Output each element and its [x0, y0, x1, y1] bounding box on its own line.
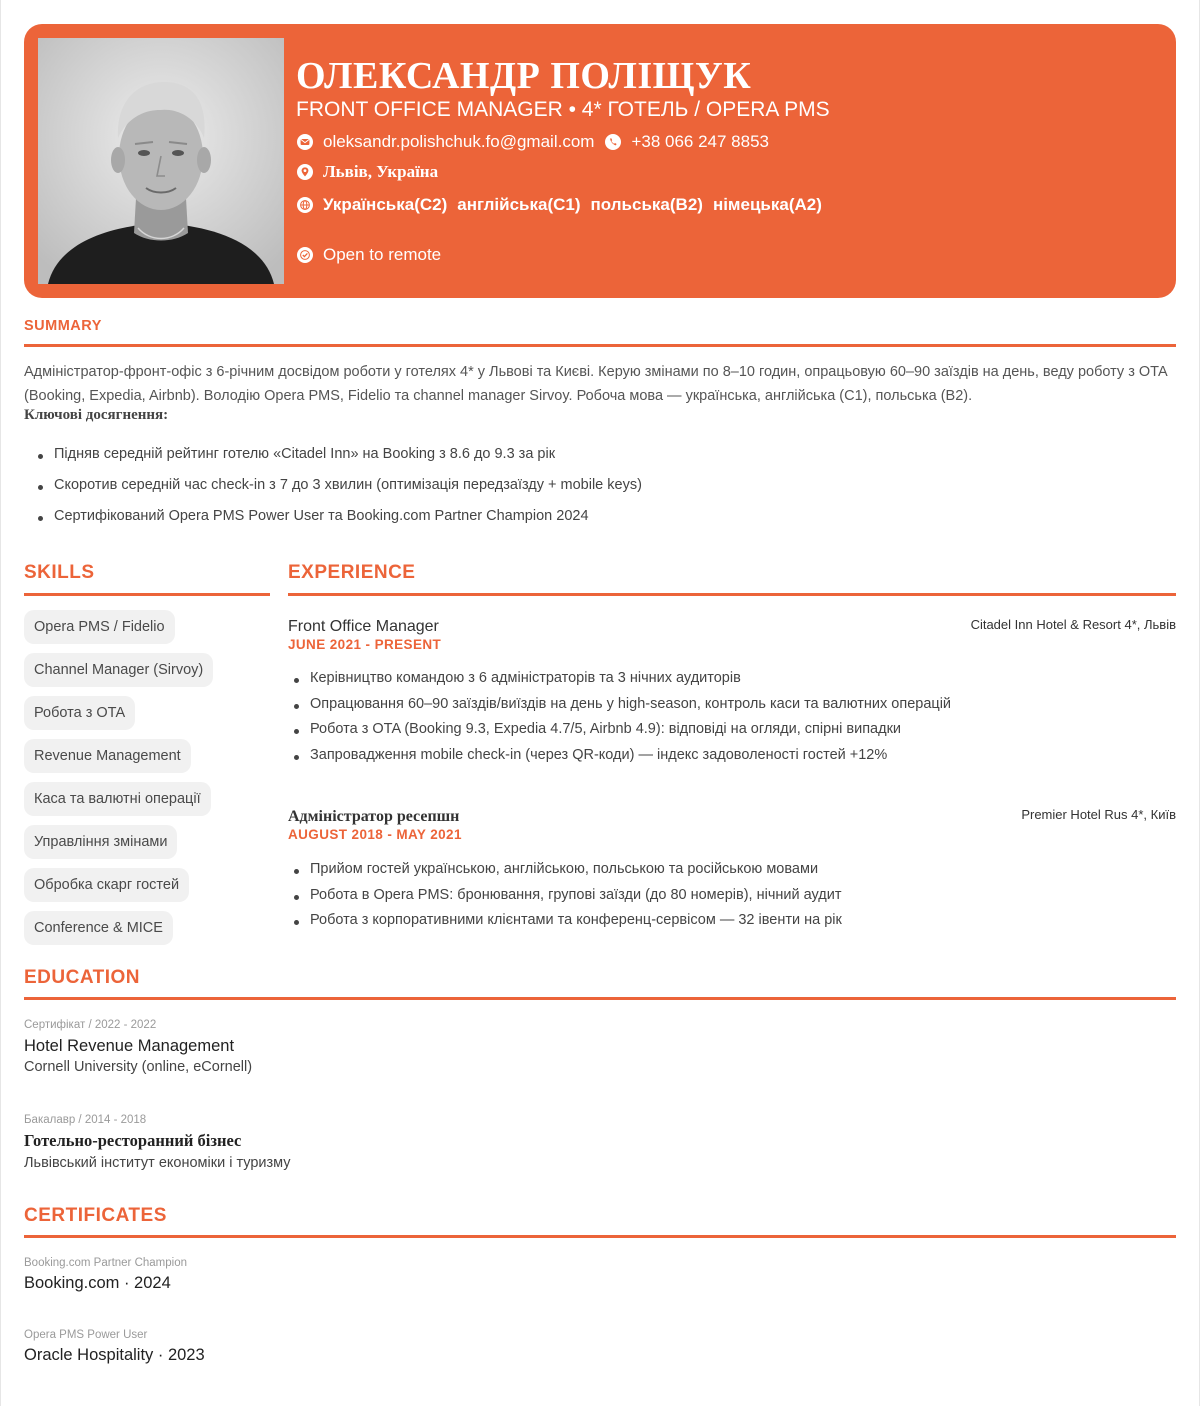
phone-text: +38 066 247 8853	[631, 132, 770, 151]
list-item: Опрацювання 60–90 заїздів/виїздів на день у high-season, контроль каси та валютних операцій	[288, 696, 951, 722]
certificates-divider	[24, 1235, 1176, 1238]
summary-title: SUMMARY	[24, 318, 102, 334]
experience-divider	[288, 593, 1176, 596]
skill-chip: Channel Manager (Sirvoy)	[24, 653, 213, 687]
summary-text: Адміністратор-фронт-офіс з 6-річним досвідом роботи у готелях 4* у Львові та Києві. Керую змінами по 8–10 годин, опрацьовую 60–90 заїздів на день, веду роботу з OTA (Booking, Expedia, Airbnb). Володію Opera PMS, Fidelio та channel manager Sirvoy. Робоча мова — українська, англійська (C1), польська (B2).	[24, 364, 1167, 404]
email-contact[interactable]	[296, 132, 594, 152]
job-title: Адміністратор ресепшн	[288, 808, 460, 825]
profile-photo	[38, 38, 284, 284]
achievements-list	[32, 446, 642, 539]
skill-chip: Робота з OTA	[24, 696, 135, 730]
education-institution: Львівський інститут економіки і туризму	[24, 1155, 291, 1171]
job-bullets	[288, 670, 951, 772]
skills-divider	[24, 593, 270, 596]
list-item: Робота з корпоративними клієнтами та конференц-сервісом — 32 івенти на рік	[288, 912, 842, 938]
education-meta: Сертифікат / 2022 - 2022	[24, 1019, 157, 1031]
language-german: німецька(A2)	[712, 195, 822, 214]
certificate-name: Opera PMS Power User	[24, 1329, 148, 1341]
profile-photo-image	[38, 38, 284, 284]
location-pin-icon	[296, 163, 314, 181]
language-ukrainian: Українська(C2)	[323, 195, 448, 214]
education-institution: Cornell University (online, eCornell)	[24, 1059, 253, 1075]
candidate-name: ОЛЕКСАНДР ПОЛІЩУК	[296, 55, 752, 97]
language-polish: польська(B2)	[590, 195, 703, 214]
summary-divider	[24, 344, 1176, 347]
list-item: Підняв середній рейтинг готелю «Citadel Inn» на Booking з 8.6 до 9.3 за рік	[32, 446, 642, 477]
resume-header	[24, 24, 1176, 298]
skills-title: SKILLS	[24, 562, 95, 583]
skill-chip: Opera PMS / Fidelio	[24, 610, 175, 644]
languages-row	[296, 195, 832, 215]
skill-chip: Revenue Management	[24, 739, 191, 773]
job-bullets	[288, 861, 842, 938]
list-item: Скоротив середній час check-in з 7 до 3 хвилин (оптимізація передзаїзду + mobile keys)	[32, 477, 642, 508]
education-title-text: Hotel Revenue Management	[24, 1037, 235, 1055]
list-item: Робота в Opera PMS: бронювання, групові заїзди (до 80 номерів), нічний аудит	[288, 887, 842, 913]
list-item: Прийом гостей українською, англійською, польською та російською мовами	[288, 861, 842, 887]
globe-icon	[296, 196, 314, 214]
list-item: Керівництво командою з 6 адміністраторів та 3 нічних аудиторів	[288, 670, 951, 696]
job-dates: AUGUST 2018 - MAY 2021	[288, 827, 462, 842]
list-item: Робота з OTA (Booking 9.3, Expedia 4.7/5, Airbnb 4.9): відповіді на огляди, спірні випадки	[288, 721, 951, 747]
remote-text: Open to remote	[323, 245, 442, 264]
certificate-name: Booking.com Partner Champion	[24, 1257, 187, 1269]
email-icon	[296, 133, 314, 151]
achievements-title: Ключові досягнення:	[24, 407, 169, 423]
check-badge-icon	[296, 246, 314, 264]
job-title: Front Office Manager	[288, 618, 439, 635]
certificate-issuer: Booking.com · 2024	[24, 1274, 171, 1292]
list-item: Запровадження mobile check-in (через QR-коди) — індекс задоволеності гостей +12%	[288, 747, 951, 773]
education-meta: Бакалавр / 2014 - 2018	[24, 1114, 147, 1126]
candidate-role: FRONT OFFICE MANAGER • 4* ГОТЕЛЬ / OPERA PMS	[296, 98, 830, 121]
email-text: oleksandr.polishchuk.fo@gmail.com	[323, 132, 595, 151]
experience-title: EXPERIENCE	[288, 562, 416, 583]
phone-contact[interactable]	[604, 132, 769, 152]
location-text: Львів, Україна	[323, 162, 439, 181]
education-title-text: Готельно-ресторанний бізнес	[24, 1131, 242, 1150]
skill-chip: Управління змінами	[24, 825, 177, 859]
certificates-title: CERTIFICATES	[24, 1205, 167, 1226]
education-title: EDUCATION	[24, 967, 141, 988]
skill-chip: Conference & MICE	[24, 911, 173, 945]
contact-row	[296, 132, 779, 152]
list-item: Сертифікований Opera PMS Power User та Booking.com Partner Champion 2024	[32, 508, 642, 539]
certificate-issuer: Oracle Hospitality · 2023	[24, 1346, 205, 1364]
skill-chip: Обробка скарг гостей	[24, 868, 189, 902]
education-divider	[24, 997, 1176, 1000]
location-row	[296, 162, 438, 182]
job-dates: JUNE 2021 - PRESENT	[288, 637, 442, 652]
job-company: Premier Hotel Rus 4*, Київ	[1021, 807, 1176, 822]
job-company: Citadel Inn Hotel & Resort 4*, Львів	[970, 617, 1176, 632]
remote-row	[296, 245, 441, 265]
phone-icon	[604, 133, 622, 151]
language-english: англійська(C1)	[457, 195, 581, 214]
skill-chip: Каса та валютні операції	[24, 782, 211, 816]
